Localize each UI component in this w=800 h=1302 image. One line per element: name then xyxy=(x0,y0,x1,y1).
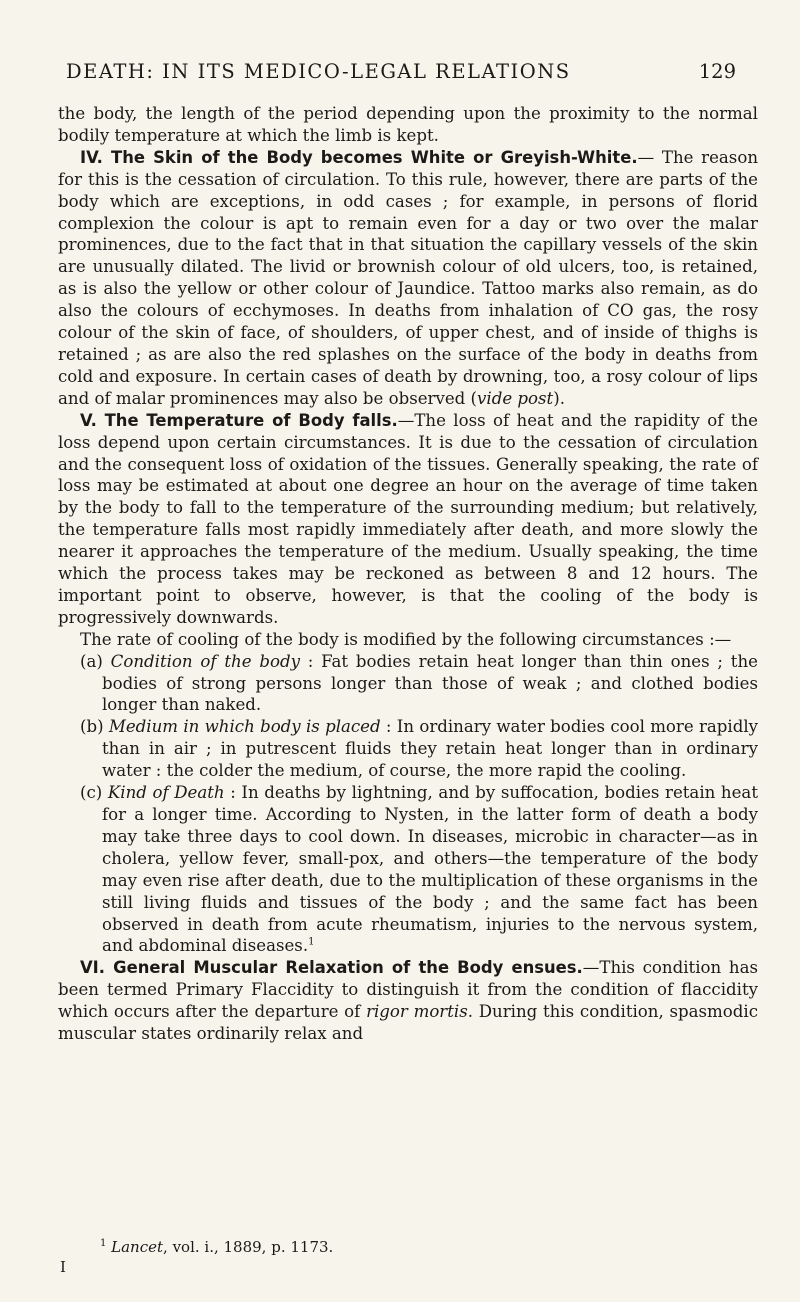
body-text xyxy=(58,103,758,1045)
footnote-reference: 1 xyxy=(308,936,315,948)
running-head: DEATH: IN ITS MEDICO-LEGAL RELATIONS xyxy=(66,60,571,83)
signature-mark: I xyxy=(60,1258,66,1276)
section-iv-heading: IV. The Skin of the Body becomes White or Greyish-White. xyxy=(80,147,638,167)
paragraph-continuation: the body, the length of the period depending upon the proximity to the normal bodily temperature at which the limb is kept. xyxy=(58,104,758,145)
page-header xyxy=(0,60,800,96)
list-item-b: (b) Medium in which body is placed : In ordinary water bodies cool more rapidly than in air ; in putrescent fluids they retain heat longer than in ordinary water : the colder the medium, of course, the more rapid the cooling. xyxy=(80,717,759,781)
section-iv: IV. The Skin of the Body becomes White or Greyish-White.— The reason for this is the cessation of circulation. To this rule, however, there are parts of the body which are exceptions, in odd cases ; for example, in persons of florid complexion the colour is apt to remain even for a day or two over the malar prominences, due to the fact that in that situation the capillary vessels of the skin are unusually dilated. The livid or brownish colour of old ulcers, too, is retained, as is also the yellow or other colour of Jaundice. Tattoo marks also remain, as do also the colours of ecchymoses. In deaths from inhalation of CO gas, the rosy colour of the skin of face, of shoulders, of upper chest, and of inside of thighs is retained ; as are also the red splashes on the surface of the body in deaths from cold and exposure. In certain cases of death by drowning, too, a rosy colour of lips and of malar prominences may also be observed (vide post). xyxy=(58,147,759,408)
section-vi-heading: VI. General Muscular Relaxation of the Body ensues. xyxy=(80,958,583,978)
section-v-heading: V. The Temperature of Body falls. xyxy=(80,410,398,430)
footnote: $^1$ Lancet, vol. i., 1889, p. 1173. xyxy=(100,1238,334,1256)
section-vi: VI. General Muscular Relaxation of the Body ensues.—This condition has been termed Primary Flaccidity to distinguish it from the condition of flaccidity which occurs after the departure of rigor mortis. During this condition, spasmodic muscular states ordinarily relax and xyxy=(58,958,758,1044)
page-number: 129 xyxy=(698,60,736,83)
footnote-mark: 1 xyxy=(100,1238,107,1249)
section-v: V. The Temperature of Body falls.—The loss of heat and the rapidity of the loss depend upon certain circumstances. It is due to the cessation of circulation and the consequent loss of oxidation of the tissues. Generally speaking, the rate of loss may be estimated at about one degree an hour on the average of time taken by the body to fall to the temperature of the surrounding medium; but relatively, the temperature falls most rapidly immediately after death, and more slowly the nearer it approaches the temperature of the medium. Usually speaking, the time which the process takes may be reckoned as between 8 and 12 hours. The important point to observe, however, is that the cooling of the body is progressively downwards. xyxy=(58,410,758,627)
list-item-a: (a) Condition of the body : Fat bodies retain heat longer than thin ones ; the bodies of strong persons longer than those of weak ; and clothed bodies longer than naked. xyxy=(80,651,758,715)
paragraph-rate-of-cooling: The rate of cooling of the body is modified by the following circumstances :— xyxy=(80,629,732,649)
list-item-c: (c) Kind of Death : In deaths by lightning, and by suffocation, bodies retain heat for a longer time. According to Nysten, in the latter form of death a body may take three days to cool down. In diseases, microbic in character—as in cholera, yellow fever, small-pox, and others—the temperature of the body may even rise after death, due to the multiplication of these organisms in the still living fluids and tissues of the body ; and the same fact has been observed in death from acute rheumatism, injuries to the nervous system, and abdominal diseases.$^1$ xyxy=(80,783,758,956)
